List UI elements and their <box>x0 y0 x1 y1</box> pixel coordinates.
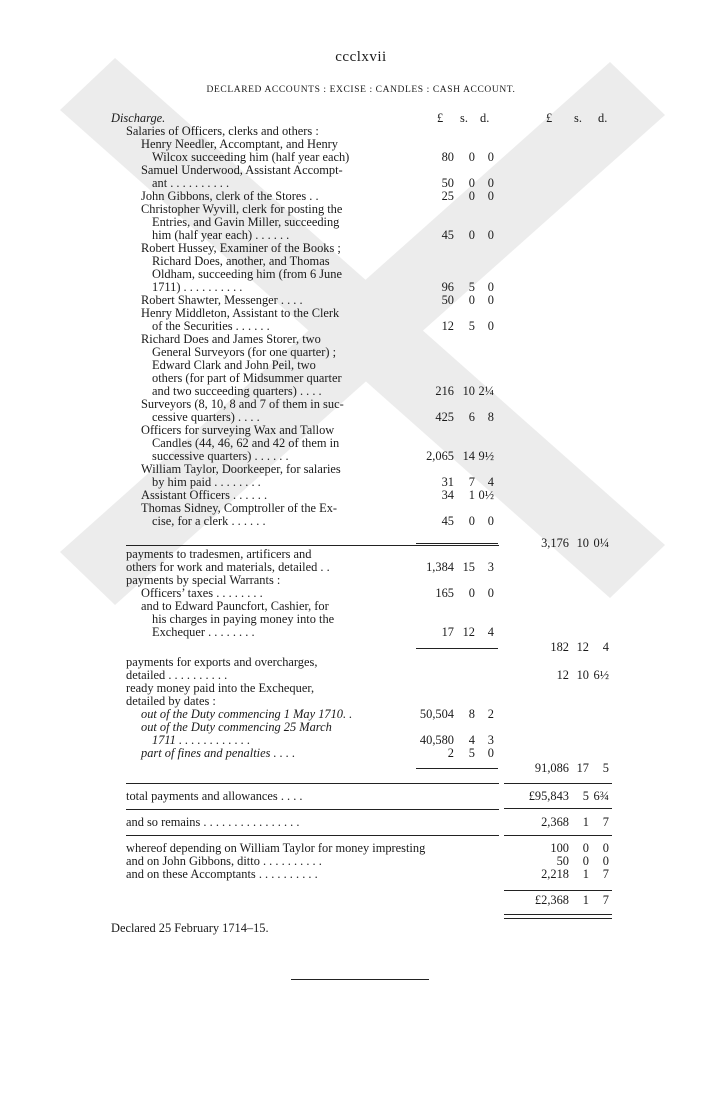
amount-pounds: 34 <box>441 488 454 502</box>
line-text: Surveyors (8, 10, 8 and 7 of them in suc- <box>141 397 344 411</box>
rule <box>126 783 499 784</box>
total-pounds: 3,176 <box>541 536 569 550</box>
rule <box>126 809 499 810</box>
rule <box>504 835 612 836</box>
amount-pounds: 50 <box>441 176 454 190</box>
rule <box>416 543 498 544</box>
amount-pence: 9½ <box>478 449 494 463</box>
line-text: Candles (44, 46, 62 and 42 of them in <box>152 436 340 450</box>
line-text: and so remains . . . . . . . . . . . . . . . . <box>126 815 300 829</box>
line-text: out of the Duty commencing 25 March <box>141 720 332 734</box>
line-text: total payments and allowances . . . . <box>126 789 303 803</box>
total-pounds: 50 <box>556 854 569 868</box>
rule <box>504 890 612 891</box>
amount-pence: 0 <box>487 514 494 528</box>
amount-shillings: 7 <box>468 475 475 489</box>
amount-pence: 0 <box>487 586 494 600</box>
line-text: of the Securities . . . . . . <box>152 319 270 333</box>
amount-shillings: 0 <box>468 586 475 600</box>
amount-pence: 0 <box>487 150 494 164</box>
amount-pounds: 31 <box>441 475 454 489</box>
amount-shillings: 15 <box>462 560 475 574</box>
amount-pounds: 165 <box>435 586 454 600</box>
rule <box>504 808 612 809</box>
total-pence: 0 <box>602 841 609 855</box>
amount-pence: 0 <box>487 176 494 190</box>
amount-pounds: 50 <box>441 293 454 307</box>
total-pounds: 182 <box>550 640 569 654</box>
amount-pounds: 25 <box>441 189 454 203</box>
amount-pounds: 2,065 <box>426 449 454 463</box>
total-pounds: 2,218 <box>541 867 569 881</box>
amount-pence: 0 <box>487 189 494 203</box>
amount-shillings: 8 <box>468 707 475 721</box>
col1-shilling-header: s. <box>460 111 468 125</box>
total-pounds: 2,368 <box>541 815 569 829</box>
col2-pence-header: d. <box>598 111 608 125</box>
amount-shillings: 0 <box>468 514 475 528</box>
declaration-line: Declared 25 February 1714–15. <box>111 921 269 935</box>
total-pence: 6¾ <box>593 789 609 803</box>
total-pence: 4 <box>602 640 609 654</box>
amount-shillings: 10 <box>462 384 475 398</box>
total-shillings: 17 <box>576 761 589 775</box>
line-text: Exchequer . . . . . . . . <box>152 625 255 639</box>
line-text: payments by special Warrants : <box>126 573 281 587</box>
line-text: by him paid . . . . . . . . <box>152 475 261 489</box>
rule <box>126 545 499 546</box>
line-text: Officers’ taxes . . . . . . . . <box>141 586 263 600</box>
amount-shillings: 12 <box>462 625 475 639</box>
total-pounds: £95,843 <box>528 789 569 803</box>
amount-shillings: 5 <box>468 319 475 333</box>
rule <box>416 648 498 649</box>
amount-shillings: 6 <box>468 410 475 424</box>
line-text: cise, for a clerk . . . . . . <box>152 514 266 528</box>
line-text: William Taylor, Doorkeeper, for salaries <box>141 462 341 476</box>
amount-shillings: 0 <box>468 176 475 190</box>
line-text: him (half year each) . . . . . . <box>152 228 290 242</box>
line-text: detailed . . . . . . . . . . <box>126 668 228 682</box>
line-text: Richard Does, another, and Thomas <box>152 254 330 268</box>
rule <box>504 783 612 784</box>
total-shillings: 1 <box>582 815 589 829</box>
total-shillings: 10 <box>576 536 589 550</box>
line-text: whereof depending on William Taylor for money impresting <box>126 841 426 855</box>
double-rule <box>504 914 612 919</box>
amount-shillings: 4 <box>468 733 475 747</box>
rule <box>126 835 499 836</box>
line-text: out of the Duty commencing 1 May 1710. . <box>141 707 353 721</box>
line-text: and to Edward Pauncfort, Cashier, for <box>141 599 329 613</box>
amount-pounds: 50,504 <box>419 707 454 721</box>
line-text: Oldham, succeeding him (from 6 June <box>152 267 342 281</box>
line-text: and on John Gibbons, ditto . . . . . . . . . . <box>126 854 322 868</box>
amount-pounds: 1,384 <box>426 560 454 574</box>
line-text: ready money paid into the Exchequer, <box>126 681 315 695</box>
line-text: part of fines and penalties . . . . <box>141 746 296 760</box>
line-text: Entries, and Gavin Miller, succeeding <box>152 215 340 229</box>
amount-pounds: 17 <box>441 625 454 639</box>
amount-pounds: 2 <box>447 746 454 760</box>
total-pounds: 91,086 <box>534 761 569 775</box>
line-text: Robert Shawter, Messenger . . . . <box>141 293 303 307</box>
line-text: Robert Hussey, Examiner of the Books ; <box>141 241 341 255</box>
amount-pence: 2¼ <box>478 384 494 398</box>
amount-pence: 0 <box>487 293 494 307</box>
amount-pounds: 45 <box>441 228 454 242</box>
col2-pound-header: £ <box>546 111 553 125</box>
amount-pounds: 80 <box>441 150 454 164</box>
amount-shillings: 5 <box>468 746 475 760</box>
amount-pence: 3 <box>487 733 494 747</box>
amount-shillings: 0 <box>468 150 475 164</box>
line-text: Edward Clark and John Peil, two <box>152 358 316 372</box>
amount-pence: 0 <box>487 319 494 333</box>
line-text: and on these Accomptants . . . . . . . . . . <box>126 867 318 881</box>
amount-shillings: 14 <box>462 449 475 463</box>
total-shillings: 1 <box>582 867 589 881</box>
line-text: and two succeeding quarters) . . . . <box>152 384 322 398</box>
total-pounds: 100 <box>550 841 569 855</box>
line-text: payments to tradesmen, artificers and <box>126 547 312 561</box>
total-pounds: 12 <box>556 668 569 682</box>
line-text: detailed by dates : <box>126 694 216 708</box>
amount-pence: 0 <box>487 228 494 242</box>
total-shillings: 1 <box>582 893 589 907</box>
amount-shillings: 0 <box>468 189 475 203</box>
amount-pence: 0 <box>487 280 494 294</box>
total-shillings: 10 <box>576 668 589 682</box>
running-head: DECLARED ACCOUNTS : EXCISE : CANDLES : CASH ACCOUNT. <box>206 85 516 95</box>
line-text: General Surveyors (for one quarter) ; <box>152 345 337 359</box>
total-shillings: 0 <box>582 841 589 855</box>
total-pence: 5 <box>602 761 609 775</box>
amount-pounds: 96 <box>441 280 454 294</box>
line-text: Henry Middleton, Assistant to the Clerk <box>141 306 340 320</box>
line-text: Discharge. <box>111 111 166 125</box>
line-text: others (for part of Midsummer quarter <box>152 371 342 385</box>
total-pence: 7 <box>602 893 609 907</box>
rule <box>416 768 498 769</box>
total-pence: 7 <box>602 815 609 829</box>
amount-pounds: 45 <box>441 514 454 528</box>
amount-pence: 0 <box>487 746 494 760</box>
total-pounds: £2,368 <box>534 893 569 907</box>
amount-pounds: 12 <box>441 319 454 333</box>
amount-shillings: 0 <box>468 293 475 307</box>
line-text: Assistant Officers . . . . . . <box>141 488 268 502</box>
page-number: ccclxvii <box>335 49 387 65</box>
line-text: ant . . . . . . . . . . <box>152 176 230 190</box>
amount-pounds: 216 <box>435 384 454 398</box>
line-text: Samuel Underwood, Assistant Accompt- <box>141 163 343 177</box>
amount-shillings: 5 <box>468 280 475 294</box>
total-pence: 0 <box>602 854 609 868</box>
amount-pence: 4 <box>487 625 494 639</box>
line-text: John Gibbons, clerk of the Stores . . <box>141 189 319 203</box>
amount-pence: 0½ <box>478 488 494 502</box>
total-shillings: 0 <box>582 854 589 868</box>
col1-pound-header: £ <box>437 111 444 125</box>
line-text: others for work and materials, detailed . . <box>126 560 330 574</box>
line-text: Wilcox succeeding him (half year each) <box>152 150 350 164</box>
line-text: Christopher Wyvill, clerk for posting the <box>141 202 343 216</box>
line-text: his charges in paying money into the <box>152 612 335 626</box>
total-pence: 6½ <box>593 668 609 682</box>
amount-pence: 4 <box>487 475 494 489</box>
line-text: Henry Needler, Accomptant, and Henry <box>141 137 338 151</box>
total-pence: 0¼ <box>593 536 609 550</box>
line-text: cessive quarters) . . . . <box>152 410 260 424</box>
line-text: 1711 . . . . . . . . . . . . <box>152 733 251 747</box>
rule <box>291 979 429 980</box>
line-text: Thomas Sidney, Comptroller of the Ex- <box>141 501 338 515</box>
col1-pence-header: d. <box>480 111 490 125</box>
amount-shillings: 0 <box>468 228 475 242</box>
total-pence: 7 <box>602 867 609 881</box>
amount-pence: 2 <box>487 707 494 721</box>
amount-pence: 3 <box>487 560 494 574</box>
amount-pence: 8 <box>487 410 494 424</box>
line-text: 1711) . . . . . . . . . . <box>152 280 243 294</box>
line-text: Officers for surveying Wax and Tallow <box>141 423 335 437</box>
total-shillings: 12 <box>576 640 589 654</box>
total-shillings: 5 <box>582 789 589 803</box>
col2-shilling-header: s. <box>574 111 582 125</box>
line-text: payments for exports and overcharges, <box>126 655 318 669</box>
amount-pounds: 40,580 <box>419 733 454 747</box>
amount-pounds: 425 <box>435 410 454 424</box>
line-text: successive quarters) . . . . . . <box>152 449 289 463</box>
amount-shillings: 1 <box>468 488 475 502</box>
line-text: Richard Does and James Storer, two <box>141 332 321 346</box>
line-text: Salaries of Officers, clerks and others : <box>126 124 319 138</box>
